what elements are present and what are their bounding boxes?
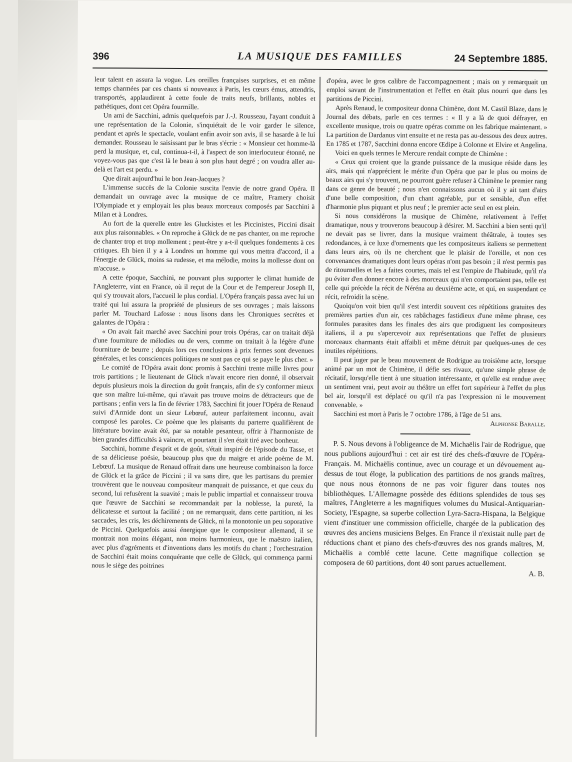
paragraph: A cette époque, Sacchini, ne pouvant plus supporter le climat humide de l'Angleterre, vint en France, où il reçut de la Cour et de l'empereur Joseph II, qui s'y trouvait alors, l'accueil le plus cordial. L'Opéra français passa avec lui un traité qui lui assura la propriété de plusieurs de ses ouvrages ; mais laissons parler M. Touchard Lafosse : nous lisons dans les Chroniques secrètes et galantes de l'Opéra : <box>93 274 315 327</box>
paragraph: Que dirait aujourd'hui le bon Jean-Jacques ? <box>102 175 225 184</box>
paragraph: leur talent en assura la vogue. Les oreilles françaises surprises, et en même temps charmées par ces chants si nouveaux à Paris, les cœurs émus, attendris, transportés, applaudirent à cette foule de traits neufs, brillants, nobles et pathétiques, dont cet Opéra fourmille. <box>94 76 316 112</box>
paragraph: Le comité de l'Opéra avait donc promis à Sacchini trente mille livres pour trois partitions ; le lieutenant de Glück n'avait encore rien donné, il observait depuis plusieurs mois la direction du goût français, afin de s'y conformer mieux que son maître lui-même, qui n'avait pas trouve moins de détracteurs que de partisans ; enfin vers la fin de février 1783, Sacchini fit jouer l'Opéra de Renaud suivi d'Armide dont un sieur Lebœuf, auteur parfaitement inconnu, avait composé les paroles. Ce poème que les plaisants du parterre qualifièrent de littérature bovine avait été, par sa notable pesanteur, offrir à l'harmoniste de bien grandes difficultés à vaincre, et pourtant il s'en était tiré avec bonheur. <box>92 364 314 445</box>
paragraph: P. S. Nous devons à l'obligeance de M. Michaëlis l'air de Rodrigue, que nous publions aujourd'hui : cet air est tiré des chefs-d'œuvre de l'Opéra-Français. M. Michaëlis continue, avec un courage et un dévouement au-dessus de tout éloge, la publication des partitions de nos grands maîtres, que nous nous étonnons de ne pas voir figurer dans toutes nos bibliothèques. L'Allemagne possède des éditions splendides de tous ses maîtres, l'Angleterre a les magnifiques volumes du Musical-Antiquarian-Society, l'Espagne, sa superbe collection Lyra-Sacra-Hispana, la Belgique vient d'instituer une commission officielle, chargée de la publication des œuvres des anciens musiciens Belges. En France il n'existait nulle part de réductions chant et piano des chefs-d'œuvres des nos grands maîtres, M. Michaëlis a comblé cette lacune. Cette magnifique collection se composera de 60 partitions, dont 40 sont parues actuellement. <box>323 438 546 568</box>
paragraph: Quoiqu'on voit bien qu'il s'est interdit souvent ces répétitions gratuites des premières parties d'un air, ces rabâchages fastidieux d'une même phrase, ces formules parasites dans les finales des airs que prodiguent les compositeurs italiens, il a pu s'apercevoir aux représentations que l'effet de plusieurs morceaux charmants était affaibli et même détruit par quelques-unes de ces inutiles répétitions. <box>324 302 547 356</box>
postscript-signature: A. B. <box>528 568 545 579</box>
paragraph: Si nous considérons la musique de Chimène, relativement à l'effet dramatique, nous y trouverons beaucoup à désirer. M. Sacchini a bien senti qu'il ne devait pas se livrer, dans la musique vraiment théâtrale, à toutes ses redondances, à ce luxe d'ornements que les compositeurs italiens se permettent dans leurs airs, où ils ne cherchent que le plaisir de l'oreille, et non ces convenances dramatiques dont leurs opéras n'ont pas besoin ; il n'est permis pas de ritournelles et les a faites courtes, mais tel est l'empire de l'habitude, qu'il n'a pu éviter d'en donner encore à des morceaux qui n'en comportaient pas, telle est celle qui précède la récit de Néréna au deuxième acte, et qui, en suspendant ce récit, refroidit la scène. <box>325 212 547 302</box>
left-column <box>90 75 315 746</box>
paragraph: Après Renaud, le compositeur donna Chimène, dont M. Castil Blaze, dans le Journal des débats, parle en ces termes : « Il y a là de quoi défrayer, en excellente musique, trois ou quatre opéras comme on les fabrique maintenant. » La partition de Dardanus vint ensuite et ne resta pas au-dessous des deux autres. En 1785 et 1787, Sacchini donna encore Œdipe à Colonne et Elvire et Angelina. <box>326 104 548 150</box>
author-signature: Alphonse Baralle. <box>490 420 546 429</box>
header-rule <box>93 67 548 71</box>
paragraph: Sacchini est mort à Paris le 7 octobre 1786, à l'âge de 51 ans. <box>333 410 502 419</box>
page-fold-shadow <box>17 0 78 120</box>
page-header <box>93 49 548 68</box>
right-column <box>322 77 547 748</box>
paragraph: « Ceux qui croient que la grande puissance de la musique réside dans les airs, mais qui n'apprécient le mérite d'un Opéra que par le plus ou moins de beaux airs qui s'y trouvent, ne pourront guère refuser à Chimène le premier rang dans ce genre de beauté ; nous n'en connaissons aucun où il y ait tant d'airs d'une belle composition, d'un chant agréable, pur et sensible, d'un effet d'harmonie plus piquant et plus neuf ; le premier acte seul en est plein. <box>325 158 548 213</box>
newspaper-page <box>13 0 572 762</box>
section-separator <box>400 433 470 434</box>
paragraph: « On avait fait marché avec Sacchini pour trois Opéras, car on traitait déjà d'une fourniture de mélodies ou de vers, comme on traitait à la légère d'une fourniture de beurre ; depuis lors ces conclusions à prix fermes sont devenues générales, et les consciences politiques ne sont pas ce qui se paye le plus cher. » <box>92 328 314 364</box>
publication-title: LA MUSIQUE DES FAMILLES <box>237 51 403 64</box>
paragraph: Il peut juger par le beau mouvement de Rodrigue au troisième acte, lorsque animé par un mot de Chimène, il défie ses rivaux, qu'une simple phrase de récitatif, lorsqu'elle tient à une situation intéressante, et qu'elle est rendue avec un sentiment vrai, peut avoir au théâtre un effet fort supérieur à l'effet du plus bel air, lorsqu'il est déplacé ou qu'il n'a pas l'expression ni le mouvement convenable. » <box>324 356 546 410</box>
postscript <box>323 439 545 579</box>
paragraph: d'opéra, avec le gros calibre de l'accompagnement ; mais on y remarquait un emploi savant de l'instrumentation et l'effet en était plus nourri que dans les partitions de Piccini. <box>326 77 548 104</box>
page-number: 396 <box>92 51 110 63</box>
paragraph: L'immense succès de la Colonie suscita l'envie de notre grand Opéra. Il demandait un ouvrage avec la musique de ce maître, Framery choisit l'Olympiade et y employait les plus beaux morceaux composés par Sacchini à Milan et à Londres. <box>93 184 315 219</box>
paragraph: Un ami de Sacchini, admis quelquefois par J.-J. Rousseau, l'ayant conduit à une représentation de la Colonie, s'inquiétait de le voir garder le silence, pendant et après le spectacle, voulant enfin avoir son avis, il se hasarde à le lui demander. Rousseau le saisissant par le bras s'écrie : « Monsieur cet homme-là perd la musique, et, cul, continua-t-il, à l'aspect de son interlocuteur étonné, ne voyez-vous pas que c'est là le beau à son plus haut degré ; on voudra aller au-delà et l'art est perdu. » <box>93 112 316 174</box>
paragraph: Voici en quels termes le Mercure rendait compte de Chimène : <box>335 149 508 158</box>
paragraph: Au fort de la querelle entre les Gluckistes et les Piccinistes, Piccini disait aux plus raisonnables. « On reproche à Glück de ne pas chanter, on me reproche de chanter trop et trop mollement ; peut-être y a-t-il quelques fondements à ces critiques. Eh bien il y a à Londres un homme qui vous mettra d'accord, il a l'énergie de Glück, moins sa rudesse, et ma mélodie, moins la mollesse dont on m'accuse. » <box>93 220 315 273</box>
column-divider <box>316 77 321 737</box>
paragraph: Sacchini, homme d'esprit et de goût, s'était inspiré de l'épisode du Tasse, et de sa délicieuse poésie, beaucoup plus que du maigre et aride poème de M. Lebœuf. La musique de Renaud offrait dans une heureuse combinaison la force de Glück et la grâce de Piccini ; il va sans dire, que les partisans du premier trouvèrent que le nouveau compositeur manquait de puissance, et que ceux du second, lui refusèrent la suavité ; mais le public impartial et connaisseur trouva que l'œuvre de Sacchini se recommandait par la noblesse, la pureté, la délicatesse et surtout la facilité ; on ne remarquait, dans cette partition, ni les saccades, les cris, les déchirements de Glück, ni la monotonie un peu soporative de Piccini. Quelquefois aussi énergique que le compositeur allemand, il se montrait non moins élégant, non moins harmonieux, que le maëstro italien, avec plus d'agréments et d'inventions dans les motifs du chant ; l'orchestration de Sacchini était moins conquérante que celle de Glück, qui commença parmi nous le siège des poitrines <box>91 445 314 570</box>
issue-date: 24 Septembre 1885. <box>454 53 548 66</box>
